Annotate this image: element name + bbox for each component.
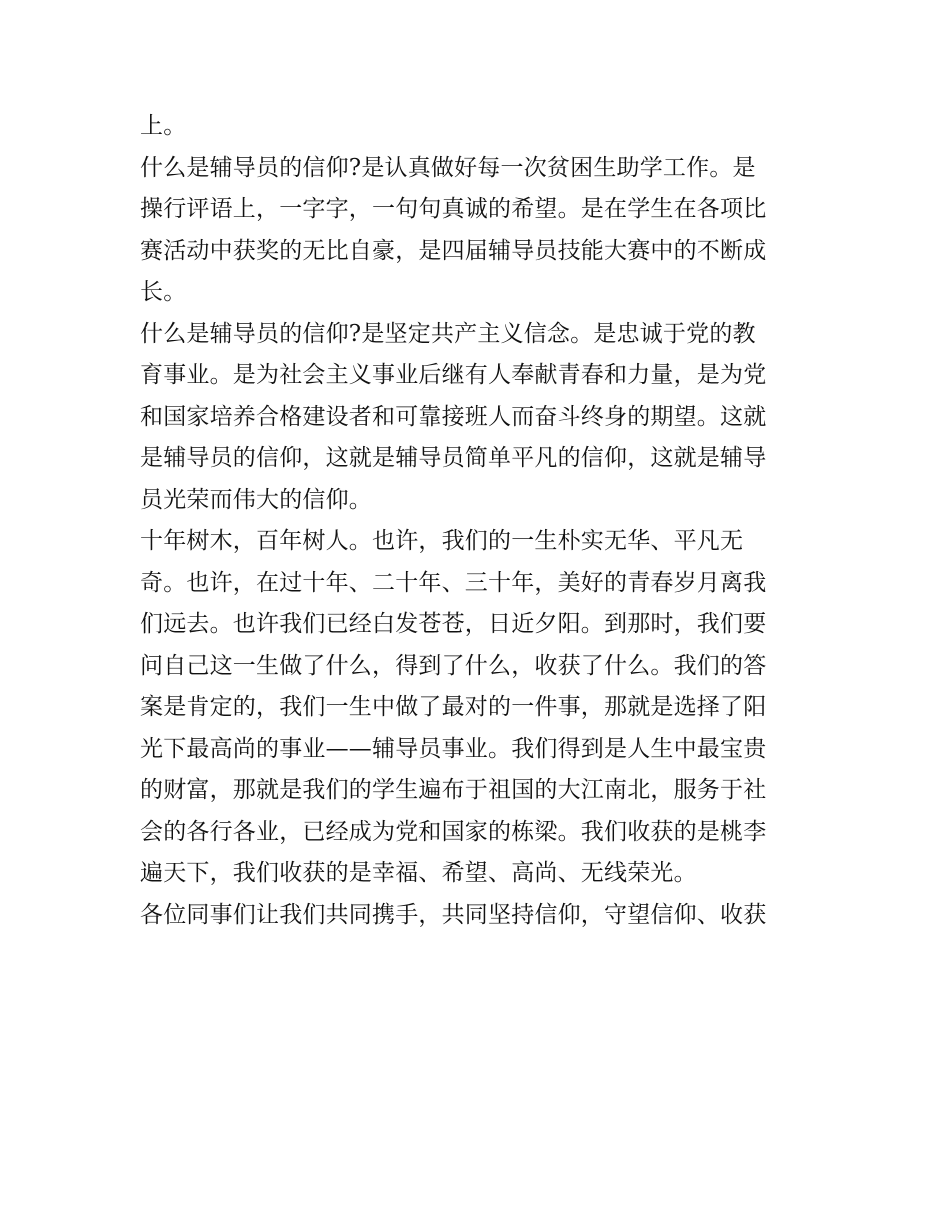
document-body-text bbox=[140, 106, 820, 936]
text-line-1: 上。 bbox=[140, 113, 187, 139]
text-line-8: 和国家培养合格建设者和可靠接班人而奋斗终身的期望。这就 bbox=[140, 403, 767, 430]
text-line-14: 问自己这一生做了什么，得到了什么，收获了什么。我们的答 bbox=[140, 652, 767, 679]
text-line-18: 会的各行各业，已经成为党和国家的栋梁。我们收获的是桃李 bbox=[140, 818, 767, 845]
text-line-11: 十年树木，百年树人。也许，我们的一生朴实无华、平凡无 bbox=[140, 528, 744, 554]
text-line-12: 奇。也许，在过十年、二十年、三十年，美好的青春岁月离我 bbox=[140, 569, 767, 596]
text-line-5: 长。 bbox=[140, 279, 187, 305]
text-line-10: 员光荣而伟大的信仰。 bbox=[140, 486, 372, 513]
text-line-4: 赛活动中获奖的无比自豪，是四届辅导员技能大赛中的不断成 bbox=[140, 237, 767, 264]
text-line-9: 是辅导员的信仰，这就是辅导员简单平凡的信仰，这就是辅导 bbox=[140, 445, 767, 471]
text-line-20: 各位同事们让我们共同携手，共同坚持信仰，守望信仰、收获 bbox=[140, 901, 767, 928]
text-line-6: 什么是辅导员的信仰?是坚定共产主义信念。是忠诚于党的教 bbox=[140, 320, 756, 347]
text-line-3: 操行评语上，一字字，一句句真诚的希望。是在学生在各项比 bbox=[140, 196, 767, 222]
text-line-2: 什么是辅导员的信仰?是认真做好每一次贫困生助学工作。是 bbox=[140, 154, 756, 181]
text-line-17: 的财富，那就是我们的学生遍布于祖国的大江南北，服务于社 bbox=[140, 777, 767, 803]
text-line-15: 案是肯定的，我们一生中做了最对的一件事，那就是选择了阳 bbox=[140, 694, 767, 720]
text-line-13: 们远去。也许我们已经白发苍苍，日近夕阳。到那时，我们要 bbox=[140, 611, 767, 637]
text-line-7: 育事业。是为社会主义事业后继有人奉献青春和力量，是为党 bbox=[140, 362, 767, 388]
text-line-19: 遍天下，我们收获的是幸福、希望、高尚、无线荣光。 bbox=[140, 860, 697, 886]
text-line-16: 光下最高尚的事业——辅导员事业。我们得到是人生中最宝贵 bbox=[140, 735, 767, 762]
